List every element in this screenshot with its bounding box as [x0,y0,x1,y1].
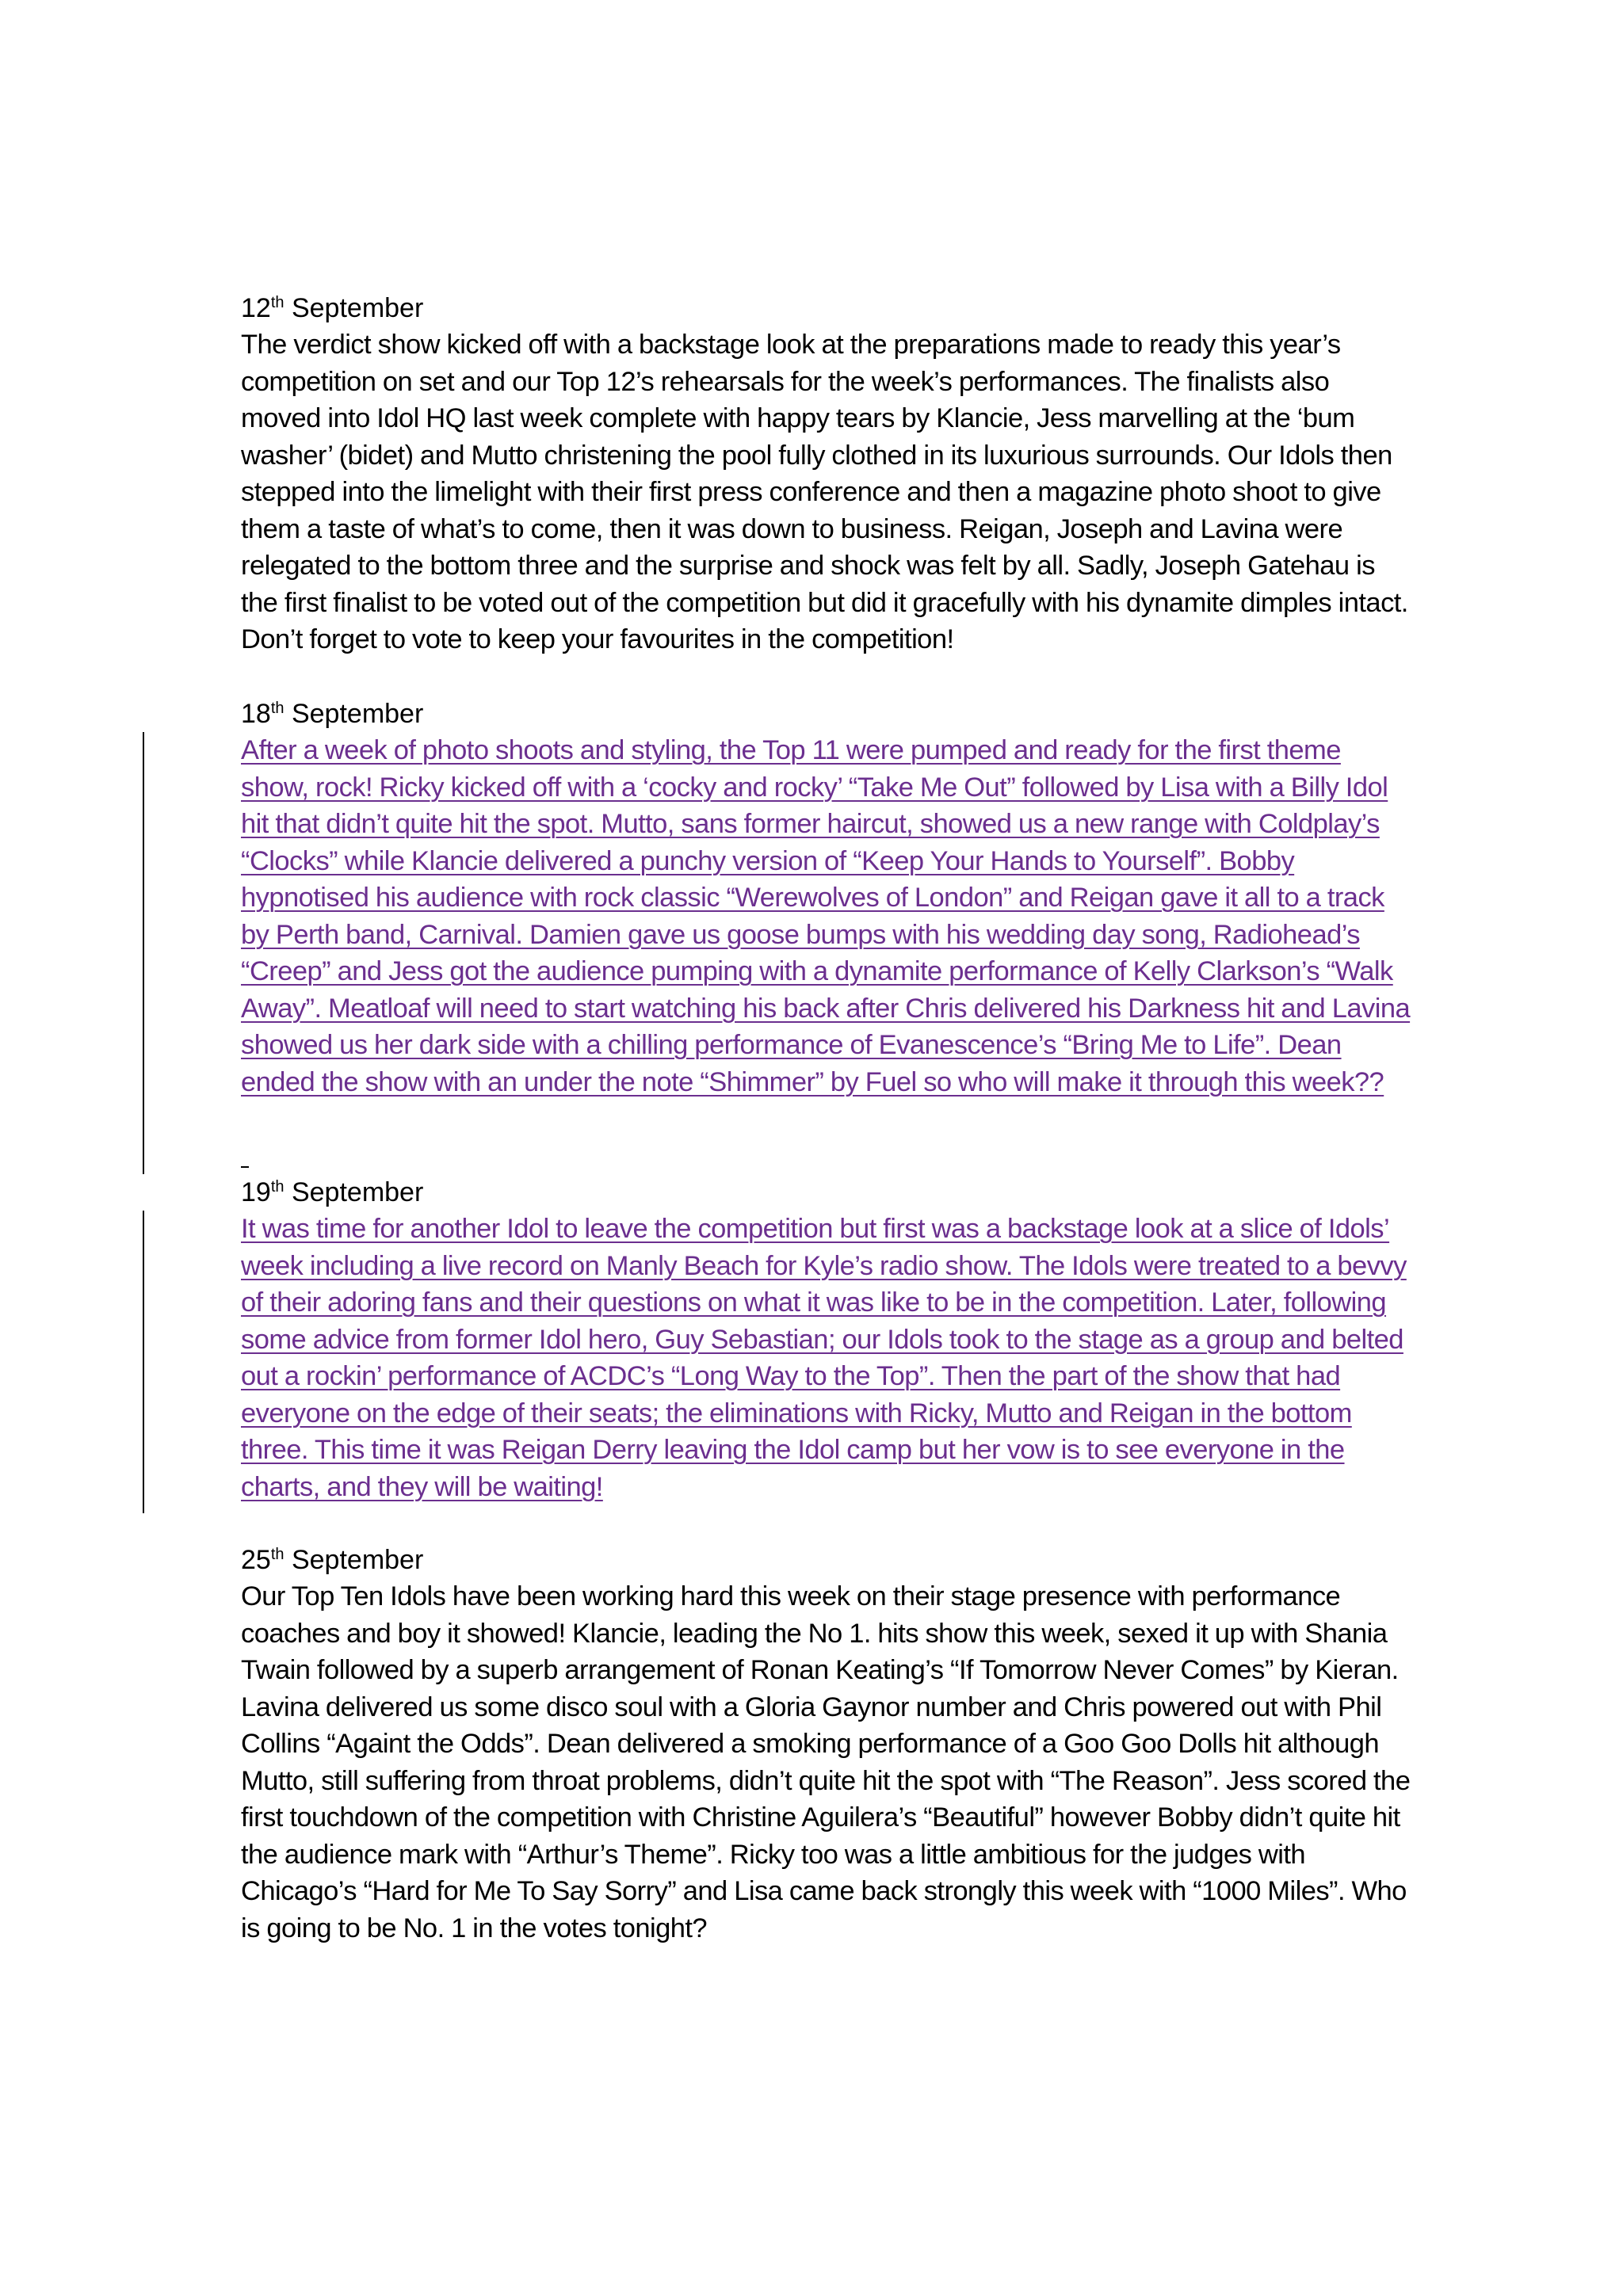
entry-12-september [241,290,1414,658]
change-bar [143,1211,144,1513]
date-month: September [291,293,424,323]
date-month: September [291,1545,424,1575]
date-suffix: th [270,700,285,717]
entry-text: The verdict show kicked off with a backstage look at the preparations made to ready this year’s competition on set and our Top 12’s rehearsals for the week’s performances. The finalists also moved into Idol HQ last week complete with happy tears by Klancie, Jess marvelling at the ‘bum washer’ (bidet) and Mutto christening the pool fully clothed in its luxurious surrounds. Our Idols then stepped into the limelight with their first press conference and then a magazine photo shoot to give them a taste of what’s to come, then it was down to business. Reigan, Joseph and Lavina were relegated to the bottom three and the surprise and shock was felt by all. Sadly, Joseph Gatehau is the first finalist to be voted out of the competition but did it gracefully with his dynamite dimples intact. Don’t forget to vote to keep your favourites in the competition! [241,330,1408,654]
date-day: 19 [241,1177,271,1207]
date-month: September [291,699,424,729]
entry-18-september [241,696,1414,1100]
date-suffix: th [270,1546,285,1563]
entry-date [241,1542,1414,1578]
entry-text: It was time for another Idol to leave the competition but first was a backstage look at a slice of Idols’ week including a live record on Manly Beach for Kyle’s radio show. The Idols were treated to a bevvy of their adoring fans and their questions on what it was like to be in the competition. Later, following some advice from former Idol hero, Guy Sebastian; our Idols took to the stage as a group and belted out a rockin’ performance of ACDC’s “Long Way to the Top”. Then the part of the show that had everyone on the edge of their seats; the eliminations with Ricky, Mutto and Reigan in the bottom three. This time it was Reigan Derry leaving the Idol camp but her vow is to see everyone in the charts, and they will be waiting! [241,1214,1407,1502]
date-day: 12 [241,293,271,323]
date-month: September [291,1177,424,1207]
entry-date [241,1174,1414,1211]
entry-date [241,290,1414,326]
date-day: 25 [241,1545,271,1575]
change-bar [143,732,144,1174]
entry-date [241,696,1414,732]
date-suffix: th [270,1178,285,1196]
entry-text: Our Top Ten Idols have been working hard this week on their stage presence with performance coaches and boy it showed! Klancie, leading the No 1. hits show this week, sexed it up with Shania Twain followed by a superb arrangement of Ronan Keating’s “If Tomorrow Never Comes” by Kieran. Lavina delivered us some disco soul with a Gloria Gaynor number and Chris powered out with Phil Collins “Againt the Odds”. Dean delivered a smoking performance of a Goo Goo Dolls hit although Mutto, still suffering from throat problems, didn’t quite hit the spot with “The Reason”. Jess scored the first touchdown of the competition with Christine Aguilera’s “Beautiful” however Bobby didn’t quite hit the audience mark with “Arthur’s Theme”. Ricky too was a little ambitious for the judges with Chicago’s “Hard for Me To Say Sorry” and Lisa came back strongly this week with “1000 Miles”. Who is going to be No. 1 in the votes tonight? [241,1581,1411,1943]
entry-text: After a week of photo shoots and styling, the Top 11 were pumped and ready for the first theme show, rock! Ricky kicked off with a ‘cocky and rocky’ “Take Me Out” followed by Lisa with a Billy Idol hit that didn’t quite hit the spot. Mutto, sans former haircut, showed us a new range with Coldplay’s “Clocks” while Klancie delivered a punchy version of “Keep Your Hands to Yourself”. Bobby hypnotised his audience with rock classic “Werewolves of London” and Reigan gave it all to a track by Perth band, Carnival. Damien gave us goose bumps with his wedding day song, Radiohead’s “Creep” and Jess got the audience pumping with a dynamite performance of Kelly Clarkson’s “Walk Away”. Meatloaf will need to start watching his back after Chris delivered his Darkness hit and Lavina showed us her dark side with a chilling performance of Evanescence’s “Bring Me to Life”. Dean ended the show with an under the note “Shimmer” by Fuel so who will make it through this week?? [241,735,1411,1097]
date-day: 18 [241,699,271,729]
entry-25-september [241,1542,1414,1947]
entry-19-september [241,1174,1414,1505]
date-suffix: th [270,294,285,311]
revision-mark [241,1166,249,1168]
